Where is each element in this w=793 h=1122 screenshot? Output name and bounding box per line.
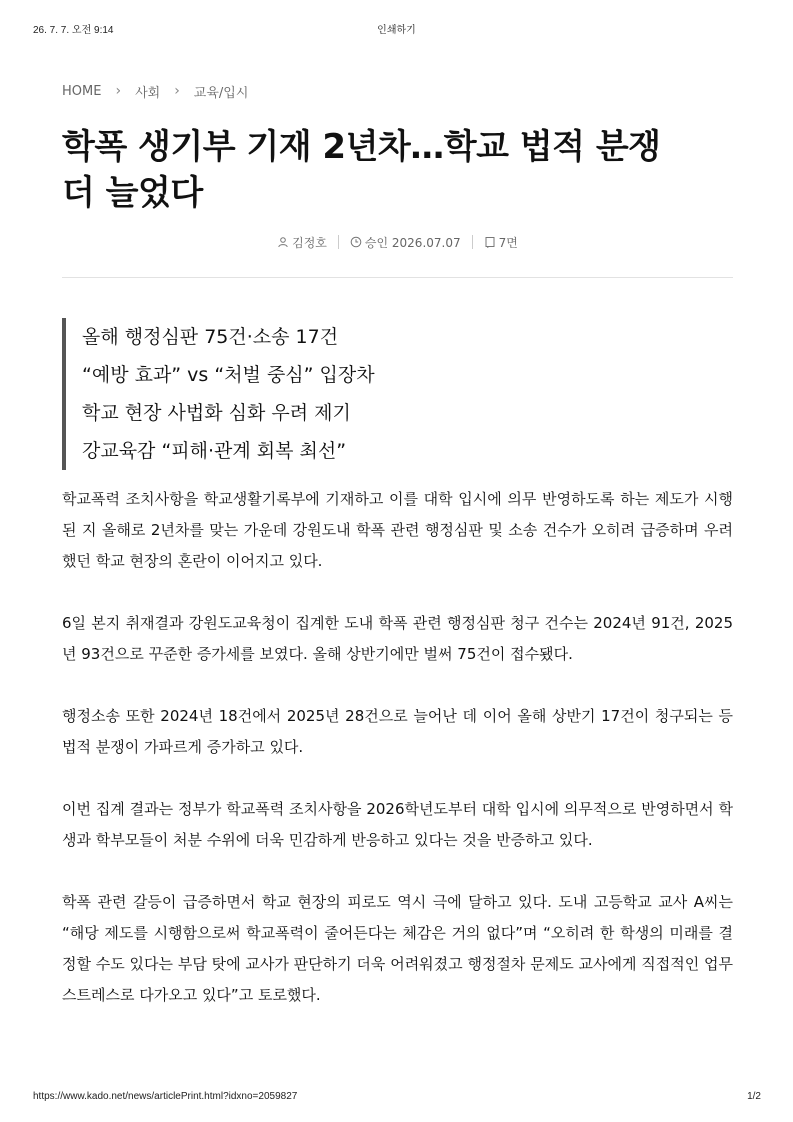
meta-divider [472,235,473,249]
chevron-right-icon: › [174,83,180,99]
article-meta [62,232,733,252]
subtitle-line: 올해 행정심판 75건·소송 17건 [82,326,339,348]
article-title [62,124,733,216]
article-subtitles [62,318,733,470]
breadcrumb-home[interactable]: HOME [62,83,102,99]
breadcrumb [62,80,733,102]
clock-icon [350,236,362,248]
chevron-right-icon: › [115,83,122,99]
page-number: 7면 [498,235,518,250]
article [62,80,733,1042]
user-icon [277,236,289,248]
approval-info [350,234,461,251]
article-title-line2: 더 늘었다 [62,173,203,213]
print-datetime: 26. 7. 7. 오전 9:14 [33,25,114,36]
meta-divider [338,235,339,249]
author-name: 김정호 [292,235,327,250]
article-body [62,484,733,1011]
subtitle-line: 강교육감 “피해·관계 회복 최선” [82,440,347,462]
paragraph: 이번 집계 결과는 정부가 학교폭력 조치사항을 2026학년도부터 대학 입시에 의무적으로 반영하면서 학생과 학부모들이 처분 수위에 더욱 민감하게 반응하고 있다는 것을 반증하고 있다. [62,800,733,849]
paragraph: 6일 본지 취재결과 강원도교육청이 집계한 도내 학폭 관련 행정심판 청구 건수는 2024년 91건, 2025년 93건으로 꾸준한 증가세를 보였다. 올해 상반기에만 벌써 75건이 접수됐다. [62,614,733,663]
subtitle-line: “예방 효과” vs “처벌 중심” 입장차 [82,364,375,386]
newspaper-icon [484,236,496,248]
subtitle-line: 학교 현장 사법화 심화 우려 제기 [82,402,351,424]
article-title-line1: 학폭 생기부 기재 2년차…학교 법적 분쟁 [62,127,661,167]
paragraph: 행정소송 또한 2024년 18건에서 2025년 28건으로 늘어난 데 이어 올해 상반기 17건이 청구되는 등 법적 분쟁이 가파르게 증가하고 있다. [62,707,733,756]
paragraph: 학교폭력 조치사항을 학교생활기록부에 기재하고 이를 대학 입시에 의무 반영하도록 하는 제도가 시행된 지 올해로 2년차를 맞는 가운데 강원도내 학폭 관련 행정심판 및 소송 건수가 오히려 급증하며 우려했던 학교 현장의 혼란이 이어지고 있다. [62,490,733,570]
page-info [484,234,518,251]
print-page-count: 1/2 [747,1091,761,1102]
print-url: https://www.kado.net/news/articlePrint.html?idxno=2059827 [33,1091,298,1102]
approval-date: 승인 2026.07.07 [364,235,461,250]
paragraph: 학폭 관련 갈등이 급증하면서 학교 현장의 피로도 역시 극에 달하고 있다. 도내 고등학교 교사 A씨는 “해당 제도를 시행함으로써 학교폭력이 줄어든다는 체감은 거의 없다”며 “오히려 한 학생의 미래를 결정할 수도 있다는 부담 탓에 교사가 판단하기 더욱 어려워졌고 행정절차 문제도 교사에게 직접적인 업무 스트레스로 다가오고 있다”고 토로했다. [62,893,733,1004]
author-info [277,234,327,251]
divider [62,277,733,278]
breadcrumb-society[interactable]: 사회 [135,85,161,101]
print-page-title: 인쇄하기 [377,25,416,36]
breadcrumb-education[interactable]: 교육/입시 [193,85,249,101]
